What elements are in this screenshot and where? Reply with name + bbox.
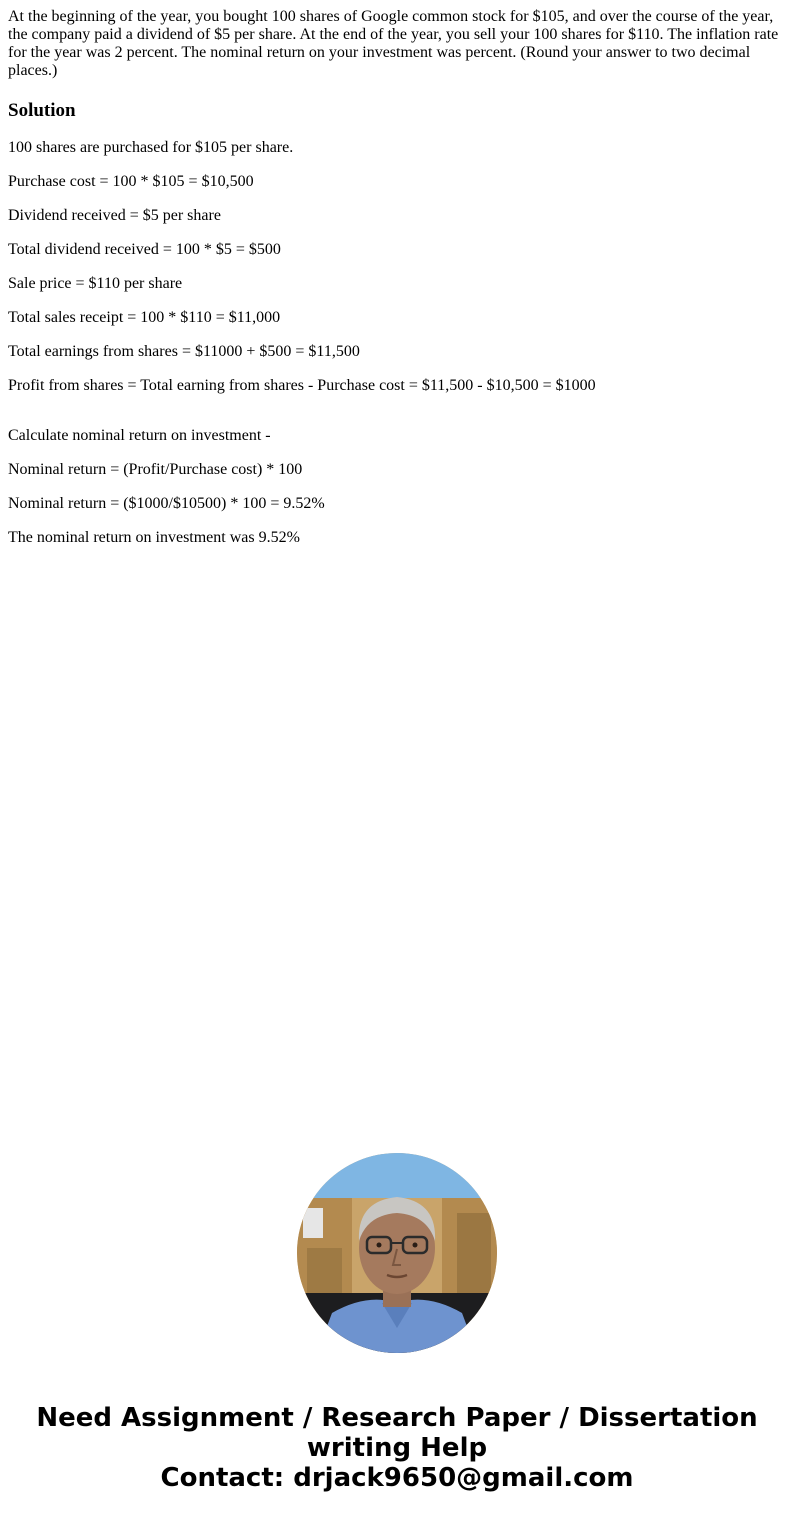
question-text: At the beginning of the year, you bought 100 shares of Google common stock for $105, and over the course of the year, the company paid a dividend of $5 per share. At the end of the year, you sell your 100 shares for $110. The inflation rate for the year was 2 percent. The nominal return on your investment was percent. (Round your answer to two decimal places.) — [8, 8, 779, 79]
solution-step: Dividend received = $5 per share — [8, 207, 221, 224]
solution-step: Total dividend received = 100 * $5 = $500 — [8, 241, 281, 258]
solution-step: The nominal return on investment was 9.52% — [8, 529, 300, 546]
solution-step: Nominal return = (Profit/Purchase cost) * 100 — [8, 461, 303, 478]
document-body — [8, 8, 786, 563]
solution-heading: Solution — [8, 100, 76, 121]
solution-step: Purchase cost = 100 * $105 = $10,500 — [8, 173, 254, 190]
solution-step: Calculate nominal return on investment - — [8, 427, 271, 444]
solution-step: Total sales receipt = 100 * $110 = $11,000 — [8, 309, 281, 326]
banner-line: Need Assignment / Research Paper / Dissertation — [36, 1403, 758, 1433]
solution-step: Nominal return = ($1000/$10500) * 100 = 9.52% — [8, 495, 325, 512]
author-avatar — [297, 1153, 497, 1353]
contact-banner — [0, 1403, 794, 1493]
banner-line: writing Help — [306, 1433, 488, 1463]
solution-step: Total earnings from shares = $11000 + $500 = $11,500 — [8, 343, 360, 360]
solution-step: 100 shares are purchased for $105 per share. — [8, 139, 294, 156]
solution-step: Sale price = $110 per share — [8, 275, 183, 292]
contact-email-line: Contact: drjack9650@gmail.com — [160, 1463, 634, 1493]
solution-step: Profit from shares = Total earning from shares - Purchase cost = $11,500 - $10,500 = $1000 — [8, 377, 596, 394]
spacer — [8, 411, 786, 427]
